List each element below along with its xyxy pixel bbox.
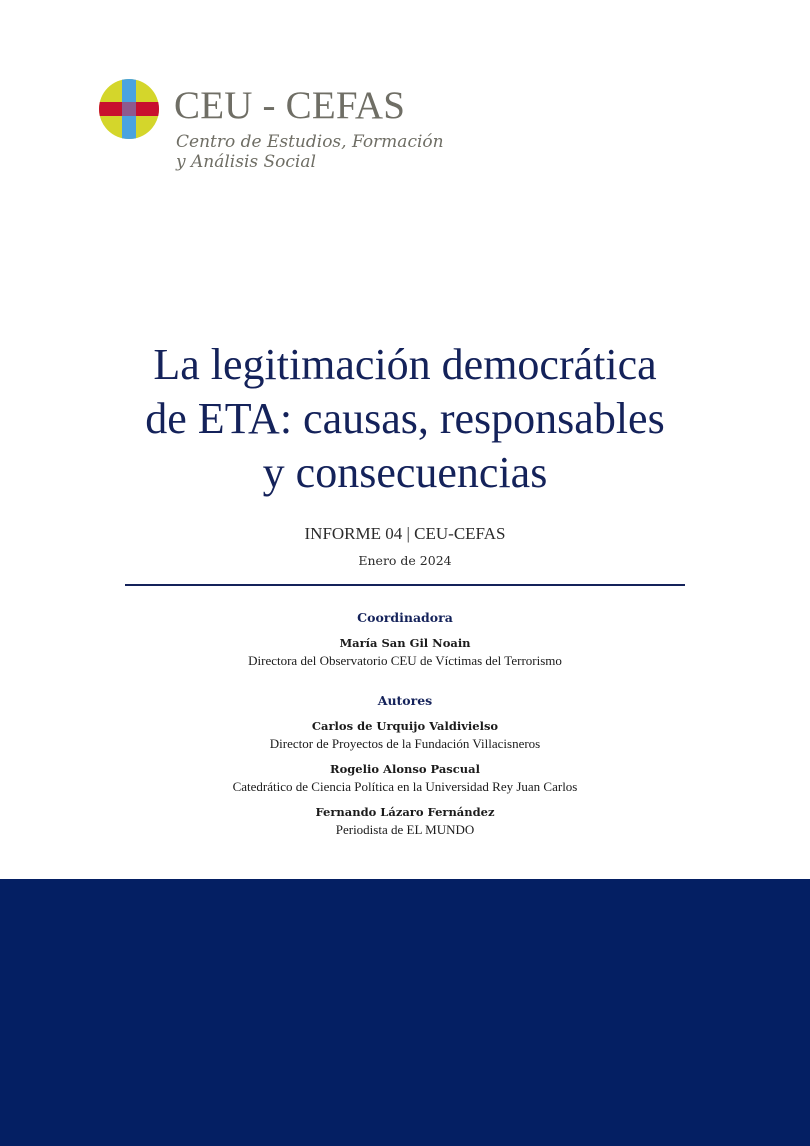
author-role: Periodista de EL MUNDO xyxy=(335,822,475,837)
ceu-cefas-emblem-icon xyxy=(98,78,160,140)
org-subtitle-line-1: Centro de Estudios, Formación xyxy=(176,132,444,152)
author-name: Carlos de Urquijo Valdivielso xyxy=(311,719,499,733)
coordinator-name: María San Gil Noain xyxy=(339,636,471,650)
credits xyxy=(0,608,810,846)
report-title xyxy=(60,338,750,500)
coordinator xyxy=(0,634,810,669)
author xyxy=(0,760,810,795)
author-name: Rogelio Alonso Pascual xyxy=(330,762,480,776)
author-name: Fernando Lázaro Fernández xyxy=(315,805,495,819)
coordinator-role: Directora del Observatorio CEU de Víctimas del Terrorismo xyxy=(248,653,562,668)
author-role: Catedrático de Ciencia Política en la Universidad Rey Juan Carlos xyxy=(232,779,578,794)
report-label: INFORME 04 | CEU-CEFAS xyxy=(304,524,506,543)
author xyxy=(0,803,810,838)
report-title-line-1: La legitimación democrática xyxy=(153,340,657,389)
org-name: CEU - CEFAS xyxy=(174,84,406,127)
org-subtitle-line-2: y Análisis Social xyxy=(176,152,316,172)
report-title-line-3: y consecuencias xyxy=(262,448,548,497)
org-subtitle xyxy=(176,132,444,172)
report-date: Enero de 2024 xyxy=(358,553,452,568)
authors-heading: Autores xyxy=(377,693,433,708)
coordinator-heading: Coordinadora xyxy=(357,610,453,625)
report-title-line-2: de ETA: causas, responsables xyxy=(145,394,665,443)
author xyxy=(0,717,810,752)
footer-band xyxy=(0,879,810,1146)
ceu-cefas-logo xyxy=(98,78,458,178)
title-divider xyxy=(125,584,685,586)
author-role: Director de Proyectos de la Fundación Villacisneros xyxy=(269,736,541,751)
